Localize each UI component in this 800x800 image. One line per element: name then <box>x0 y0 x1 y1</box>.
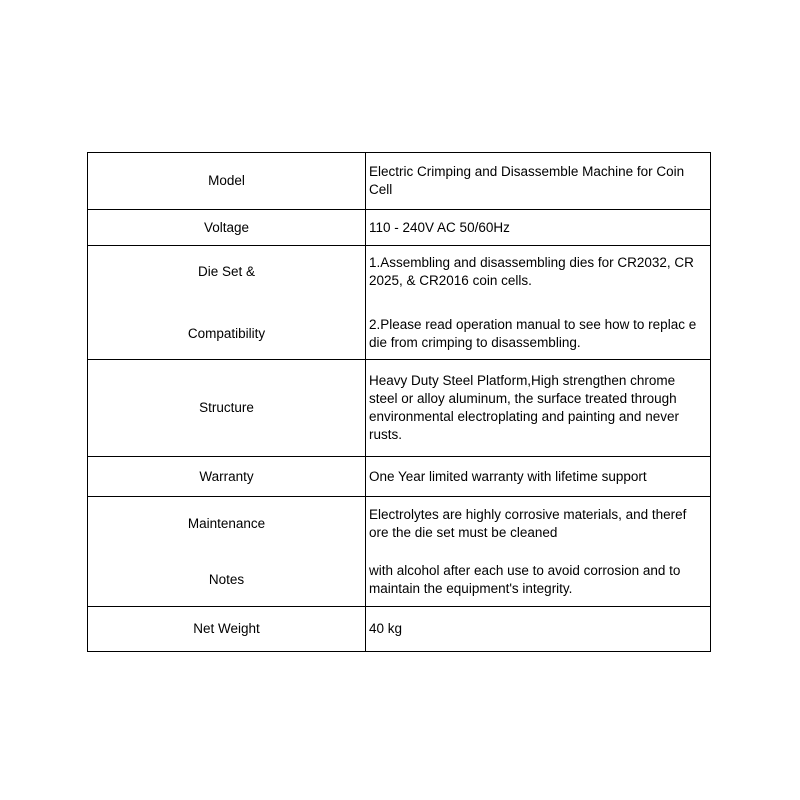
die-set-value-1: 1.Assembling and disassembling dies for CR2032, CR 2025, & CR2016 coin cells. <box>369 254 694 288</box>
voltage-label: Voltage <box>88 210 366 246</box>
net-weight-label: Net Weight <box>88 607 366 652</box>
notes-label: Notes <box>208 571 245 587</box>
table-row-warranty <box>88 457 711 497</box>
spec-table <box>87 152 711 652</box>
warranty-label: Warranty <box>88 457 366 497</box>
model-label: Model <box>88 153 366 210</box>
voltage-value: 110 - 240V AC 50/60Hz <box>366 210 711 246</box>
die-set-value-cell <box>366 246 711 360</box>
model-value: Electric Crimping and Disassemble Machine for Coin Cell <box>366 153 711 210</box>
maintenance-value-1: Electrolytes are highly corrosive materials, and theref ore the die set must be cleaned <box>369 506 687 540</box>
maintenance-value-2: with alcohol after each use to avoid corrosion and to maintain the equipment's integrity. <box>369 562 681 596</box>
maintenance-value-cell <box>366 497 711 607</box>
maintenance-label-cell <box>88 497 366 607</box>
die-set-value-2: 2.Please read operation manual to see how to replac e die from crimping to disassembling. <box>369 316 697 350</box>
table-row-model <box>88 153 711 210</box>
table-row-structure <box>88 360 711 457</box>
warranty-value: One Year limited warranty with lifetime support <box>366 457 711 497</box>
maintenance-label: Maintenance <box>187 515 266 531</box>
table-row-die-set <box>88 246 711 360</box>
die-set-label-cell <box>88 246 366 360</box>
compatibility-label: Compatibility <box>187 325 266 341</box>
structure-value: Heavy Duty Steel Platform,High strengthen chrome steel or alloy aluminum, the surface treated through environmental electroplating and painting and never rusts. <box>366 360 711 457</box>
net-weight-value: 40 kg <box>366 607 711 652</box>
table-row-net-weight <box>88 607 711 652</box>
die-set-label: Die Set & <box>197 263 256 279</box>
table-row-maintenance <box>88 497 711 607</box>
structure-label: Structure <box>88 360 366 457</box>
table-row-voltage <box>88 210 711 246</box>
